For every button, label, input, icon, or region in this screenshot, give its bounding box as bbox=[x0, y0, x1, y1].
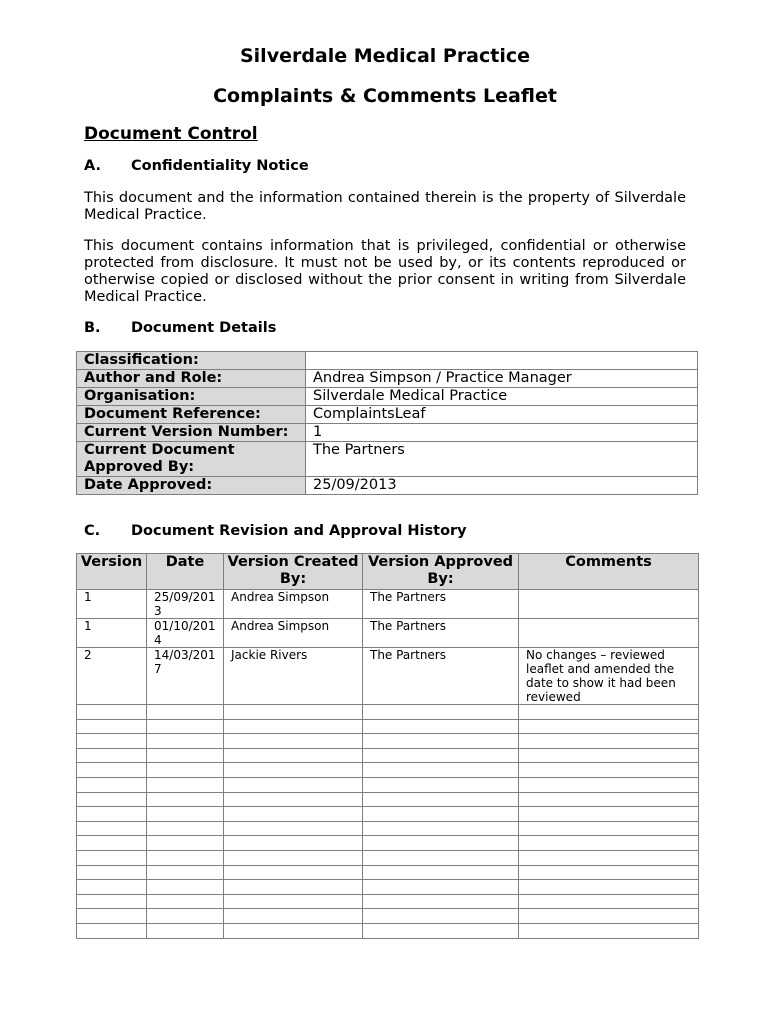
details-row bbox=[77, 388, 698, 406]
empty-revision-row bbox=[77, 763, 699, 778]
cell-date: 14/03/2017 bbox=[147, 648, 224, 705]
cell-created-by: Andrea Simpson bbox=[224, 590, 363, 619]
cell-version: 1 bbox=[77, 619, 147, 648]
details-label: Document Reference: bbox=[77, 406, 306, 424]
details-value: Silverdale Medical Practice bbox=[306, 388, 698, 406]
cell-approved-by: The Partners bbox=[363, 590, 519, 619]
revision-row bbox=[77, 590, 699, 619]
column-header-created-by: Version Created By: bbox=[224, 554, 363, 590]
details-label: Current Document Approved By: bbox=[77, 442, 306, 477]
details-row bbox=[77, 352, 698, 370]
section-a-heading bbox=[84, 158, 309, 174]
empty-revision-row bbox=[77, 850, 699, 865]
details-value: 25/09/2013 bbox=[306, 477, 698, 495]
details-value: The Partners bbox=[306, 442, 698, 477]
revision-history-table bbox=[76, 553, 699, 939]
section-a-title: Confidentiality Notice bbox=[131, 158, 309, 174]
confidentiality-paragraph-2: This document contains information that is privileged, confidential or otherwise protected from disclosure. It must not be used by, or its contents reproduced or otherwise copied or disclosed without the prior consent in writing from Silverdale Medical Practice. bbox=[84, 238, 686, 305]
confidentiality-paragraph-1: This document and the information contained therein is the property of Silverdale Medical Practice. bbox=[84, 190, 686, 223]
empty-revision-row bbox=[77, 880, 699, 895]
details-row bbox=[77, 424, 698, 442]
empty-revision-row bbox=[77, 865, 699, 880]
empty-revision-row bbox=[77, 807, 699, 822]
cell-date: 25/09/2013 bbox=[147, 590, 224, 619]
revision-row bbox=[77, 648, 699, 705]
column-header-version: Version bbox=[77, 554, 147, 590]
empty-revision-row bbox=[77, 821, 699, 836]
section-a-letter: A. bbox=[84, 158, 101, 174]
details-row bbox=[77, 406, 698, 424]
empty-revision-row bbox=[77, 748, 699, 763]
section-b-title: Document Details bbox=[131, 320, 277, 336]
column-header-comments: Comments bbox=[519, 554, 699, 590]
cell-date: 01/10/2014 bbox=[147, 619, 224, 648]
details-row bbox=[77, 477, 698, 495]
empty-revision-row bbox=[77, 909, 699, 924]
section-b-letter: B. bbox=[84, 320, 101, 336]
details-value: 1 bbox=[306, 424, 698, 442]
empty-revision-row bbox=[77, 705, 699, 720]
details-label: Organisation: bbox=[77, 388, 306, 406]
document-control-heading: Document Control bbox=[84, 124, 258, 144]
details-row bbox=[77, 370, 698, 388]
details-label: Current Version Number: bbox=[77, 424, 306, 442]
empty-revision-row bbox=[77, 719, 699, 734]
empty-revision-row bbox=[77, 734, 699, 749]
column-header-approved-by: Version Approved By: bbox=[363, 554, 519, 590]
revision-header-row bbox=[77, 554, 699, 590]
cell-version: 1 bbox=[77, 590, 147, 619]
document-details-table bbox=[76, 351, 698, 495]
revision-row bbox=[77, 619, 699, 648]
section-b-heading bbox=[84, 320, 276, 336]
details-value: Andrea Simpson / Practice Manager bbox=[306, 370, 698, 388]
cell-created-by: Jackie Rivers bbox=[224, 648, 363, 705]
section-c-title: Document Revision and Approval History bbox=[131, 523, 467, 539]
details-label: Date Approved: bbox=[77, 477, 306, 495]
cell-created-by: Andrea Simpson bbox=[224, 619, 363, 648]
cell-comments bbox=[519, 590, 699, 619]
cell-comments bbox=[519, 619, 699, 648]
cell-approved-by: The Partners bbox=[363, 619, 519, 648]
details-value bbox=[306, 352, 698, 370]
section-c-heading bbox=[84, 523, 467, 539]
section-c-letter: C. bbox=[84, 523, 101, 539]
empty-revision-row bbox=[77, 894, 699, 909]
column-header-date: Date bbox=[147, 554, 224, 590]
practice-title: Silverdale Medical Practice bbox=[239, 45, 531, 67]
leaflet-title: Complaints & Comments Leaflet bbox=[213, 85, 557, 107]
details-label: Author and Role: bbox=[77, 370, 306, 388]
details-row bbox=[77, 442, 698, 477]
empty-revision-row bbox=[77, 777, 699, 792]
cell-approved-by: The Partners bbox=[363, 648, 519, 705]
cell-comments: No changes – reviewed leaflet and amended the date to show it had been reviewed bbox=[519, 648, 699, 705]
details-value: ComplaintsLeaf bbox=[306, 406, 698, 424]
empty-revision-row bbox=[77, 923, 699, 938]
cell-version: 2 bbox=[77, 648, 147, 705]
empty-revision-row bbox=[77, 792, 699, 807]
details-label: Classification: bbox=[77, 352, 306, 370]
empty-revision-row bbox=[77, 836, 699, 851]
